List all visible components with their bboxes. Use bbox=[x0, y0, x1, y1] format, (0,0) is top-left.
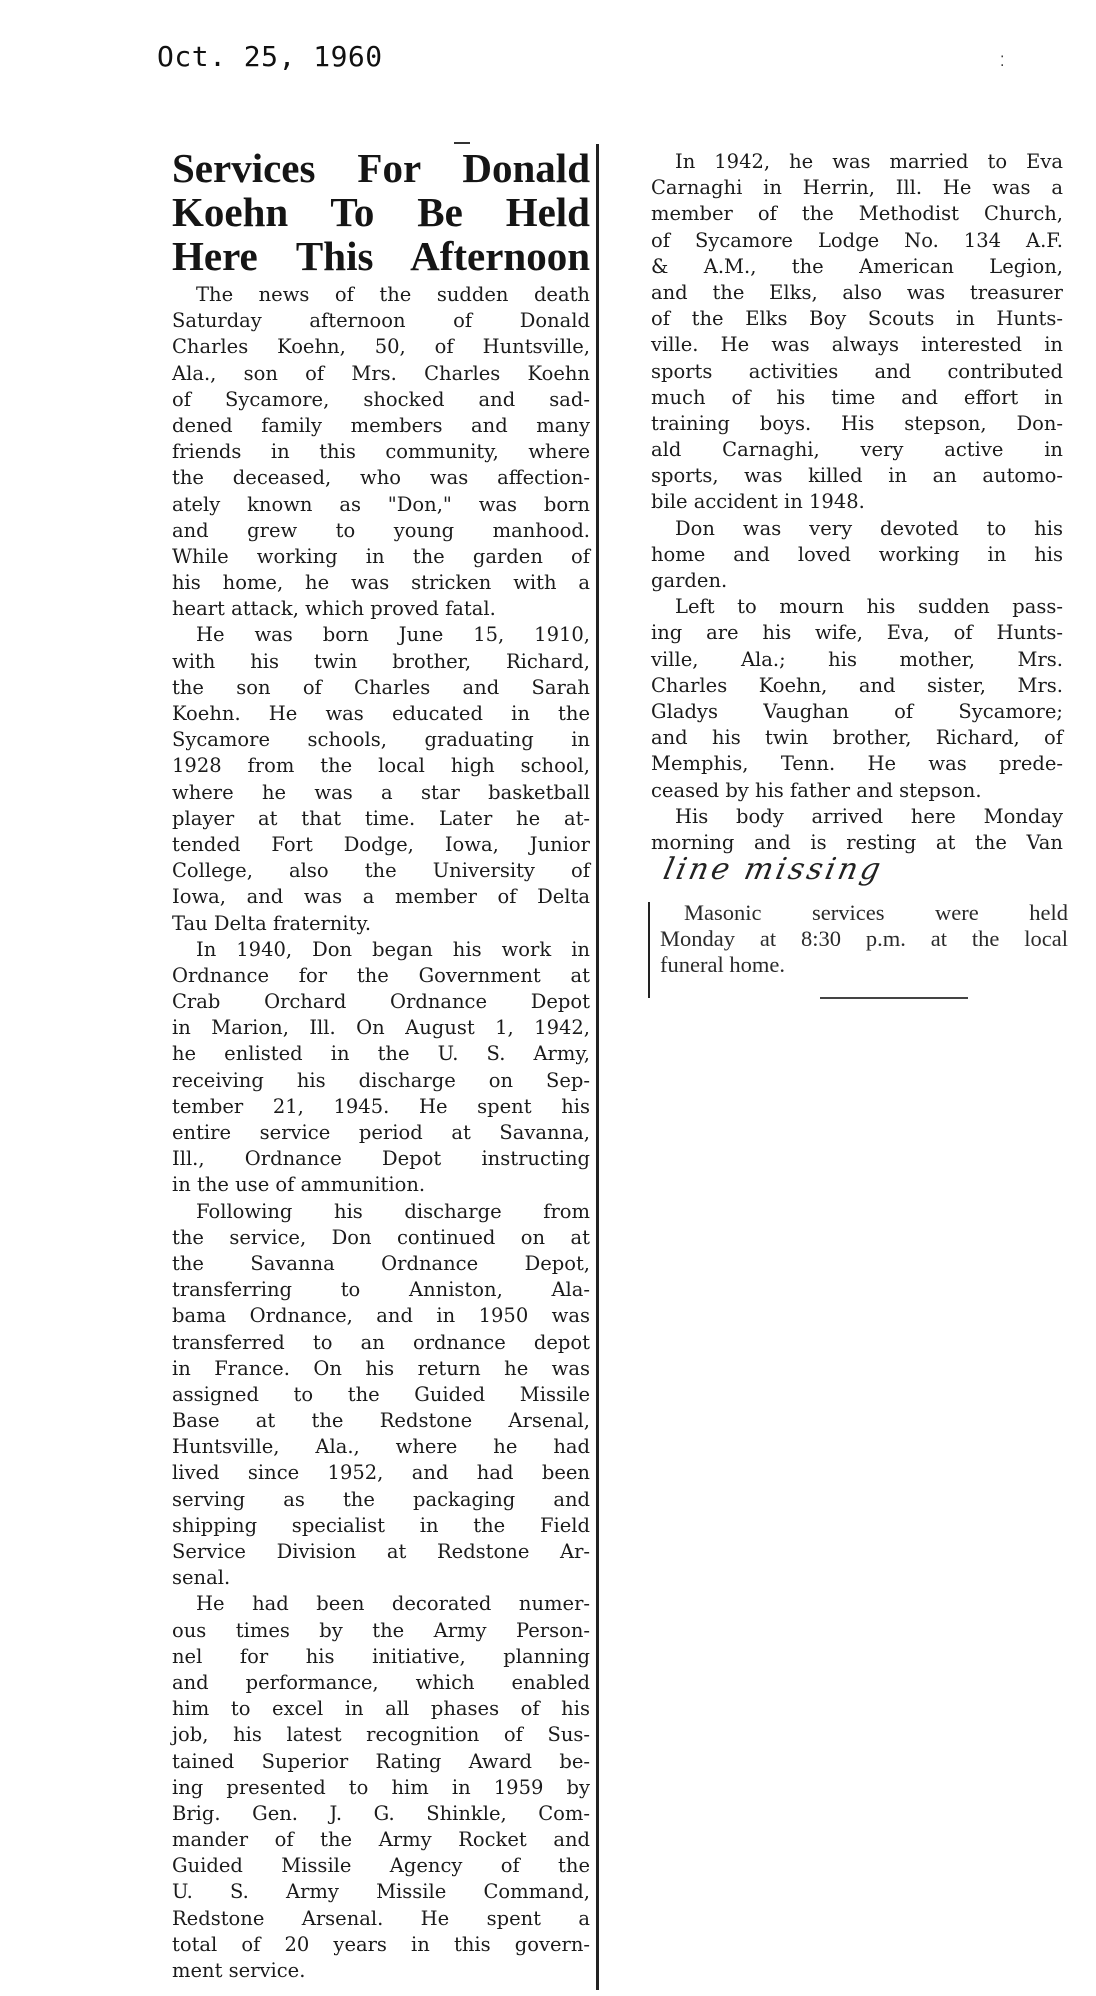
text-line: Service Division at Redstone Ar- bbox=[172, 1540, 590, 1563]
text-line: training boys. His stepson, Don- bbox=[651, 411, 1063, 435]
text-line: member of the Methodist Church, bbox=[651, 202, 1063, 226]
left-column bbox=[172, 282, 590, 1984]
text-line: Ala., son of Mrs. Charles Koehn bbox=[172, 361, 590, 385]
headline-bar bbox=[454, 142, 470, 144]
text-line: tained Superior Rating Award be- bbox=[172, 1749, 590, 1773]
text-line: College, also the University of bbox=[172, 859, 590, 883]
text-line: in Marion, Ill. On August 1, 1942, bbox=[172, 1016, 590, 1040]
text-line: of Sycamore, shocked and sad- bbox=[172, 387, 590, 411]
text-line: Brig. Gen. J. G. Shinkle, Com- bbox=[172, 1801, 590, 1825]
column-rule bbox=[596, 144, 599, 1990]
headline-line: Here This Afternoon bbox=[172, 233, 590, 279]
text-line: transferring to Anniston, Ala- bbox=[172, 1278, 590, 1302]
text-line: Monday at 8:30 p.m. at the local bbox=[660, 926, 1068, 951]
text-line: home and loved working in his bbox=[651, 542, 1063, 566]
text-line: ald Carnaghi, very active in bbox=[651, 438, 1063, 462]
headline-line: Koehn To Be Held bbox=[172, 189, 590, 235]
text-line: & A.M., the American Legion, bbox=[651, 254, 1063, 278]
text-line: tended Fort Dodge, Iowa, Junior bbox=[172, 832, 590, 856]
text-line: 1928 from the local high school, bbox=[172, 754, 590, 778]
headline bbox=[172, 146, 590, 278]
text-line: dened family members and many bbox=[172, 413, 590, 437]
text-line: Ordnance for the Government at bbox=[172, 963, 590, 987]
text-line: and the Elks, also was treasurer bbox=[651, 280, 1063, 304]
text-line: He had been decorated numer- bbox=[196, 1592, 590, 1616]
end-rule bbox=[820, 997, 968, 999]
text-line: Redstone Arsenal. He spent a bbox=[172, 1906, 590, 1930]
text-line: with his twin brother, Richard, bbox=[172, 649, 590, 673]
text-line: and grew to young manhood. bbox=[172, 518, 590, 542]
text-line: Charles Koehn, 50, of Huntsville, bbox=[172, 335, 590, 359]
text-line: ment service. bbox=[172, 1959, 306, 1982]
text-line: ately known as "Don," was born bbox=[172, 492, 590, 516]
text-line: shipping specialist in the Field bbox=[172, 1513, 590, 1537]
text-line: assigned to the Guided Missile bbox=[172, 1382, 590, 1406]
text-line: sports activities and contributed bbox=[651, 359, 1063, 383]
text-line: where he was a star basketball bbox=[172, 780, 590, 804]
text-line: the service, Don continued on at bbox=[172, 1225, 590, 1249]
text-line: Iowa, and was a member of Delta bbox=[172, 885, 590, 909]
text-line: While working in the garden of bbox=[172, 544, 590, 568]
masonic-rule bbox=[648, 902, 650, 998]
text-line: morning and is resting at the Van bbox=[651, 830, 1063, 854]
text-line: player at that time. Later he at- bbox=[172, 806, 590, 830]
text-line: U. S. Army Missile Command, bbox=[172, 1880, 590, 1904]
text-line: heart attack, which proved fatal. bbox=[172, 597, 496, 621]
text-line: ous times by the Army Person- bbox=[172, 1618, 590, 1642]
text-line: ceased by his father and stepson. bbox=[651, 778, 982, 802]
text-line: of the Elks Boy Scouts in Hunts- bbox=[651, 307, 1063, 331]
text-line: senal. bbox=[172, 1566, 231, 1590]
text-line: bama Ordnance, and in 1950 was bbox=[172, 1304, 590, 1328]
text-line: the Savanna Ordnance Depot, bbox=[172, 1251, 590, 1275]
text-line: tember 21, 1945. He spent his bbox=[172, 1094, 590, 1118]
text-line: serving as the packaging and bbox=[172, 1487, 590, 1511]
text-line: his home, he was stricken with a bbox=[172, 571, 590, 595]
text-line: in France. On his return he was bbox=[172, 1356, 590, 1380]
text-line: sports, was killed in an automo- bbox=[651, 464, 1063, 488]
text-line: him to excel in all phases of his bbox=[172, 1697, 590, 1721]
text-line: in the use of ammunition. bbox=[172, 1173, 426, 1197]
text-line: Huntsville, Ala., where he had bbox=[172, 1435, 590, 1459]
text-line: Don was very devoted to his bbox=[675, 516, 1063, 540]
text-line: the son of Charles and Sarah bbox=[172, 675, 590, 699]
text-line: Following his discharge from bbox=[196, 1199, 590, 1223]
text-line: He was born June 15, 1910, bbox=[196, 623, 590, 647]
text-line: garden. bbox=[651, 569, 728, 592]
text-line: friends in this community, where bbox=[172, 440, 590, 464]
text-line: Ill., Ordnance Depot instructing bbox=[172, 1147, 590, 1171]
text-line: Memphis, Tenn. He was prede- bbox=[651, 752, 1063, 776]
text-line: mander of the Army Rocket and bbox=[172, 1828, 590, 1852]
text-line: and performance, which enabled bbox=[172, 1670, 590, 1694]
text-line: Left to mourn his sudden pass- bbox=[675, 595, 1063, 619]
headline-line: Services For Donald bbox=[172, 145, 590, 191]
text-line: Gladys Vaughan of Sycamore; bbox=[651, 699, 1063, 723]
handwritten-note: line missing bbox=[660, 852, 887, 887]
text-line: job, his latest recognition of Sus- bbox=[172, 1723, 590, 1747]
text-line: Carnaghi in Herrin, Ill. He was a bbox=[651, 176, 1063, 200]
text-line: Sycamore schools, graduating in bbox=[172, 728, 590, 752]
masonic-paragraph bbox=[660, 900, 1068, 978]
text-line: lived since 1952, and had been bbox=[172, 1461, 590, 1485]
text-line: The news of the sudden death bbox=[196, 283, 590, 306]
text-line: he enlisted in the U. S. Army, bbox=[172, 1042, 590, 1066]
text-line: receiving his discharge on Sep- bbox=[172, 1068, 590, 1092]
text-line: entire service period at Savanna, bbox=[172, 1121, 590, 1144]
text-line: nel for his initiative, planning bbox=[172, 1644, 590, 1668]
text-line: the deceased, who was affection- bbox=[172, 466, 590, 490]
text-line: and his twin brother, Richard, of bbox=[651, 726, 1063, 750]
text-line: transferred to an ordnance depot bbox=[172, 1330, 590, 1354]
text-line: Base at the Redstone Arsenal, bbox=[172, 1409, 590, 1433]
text-line: much of his time and effort in bbox=[651, 385, 1063, 409]
text-line: Saturday afternoon of Donald bbox=[172, 309, 590, 333]
text-line: ing are his wife, Eva, of Hunts- bbox=[651, 621, 1063, 645]
text-line: ville. He was always interested in bbox=[651, 333, 1063, 357]
text-line: of Sycamore Lodge No. 134 A.F. bbox=[651, 228, 1063, 252]
text-line: In 1942, he was married to Eva bbox=[675, 150, 1063, 173]
text-line: total of 20 years in this govern- bbox=[172, 1932, 590, 1956]
text-line: In 1940, Don began his work in bbox=[196, 937, 590, 961]
text-line: bile accident in 1948. bbox=[651, 490, 865, 514]
right-column bbox=[651, 149, 1063, 856]
text-line: Koehn. He was educated in the bbox=[172, 702, 590, 725]
text-line: ing presented to him in 1959 by bbox=[172, 1775, 590, 1799]
text-line: funeral home. bbox=[660, 952, 785, 977]
text-line: ville, Ala.; his mother, Mrs. bbox=[651, 647, 1063, 671]
text-line: Tau Delta fraternity. bbox=[172, 911, 372, 935]
clipping-date: Oct. 25, 1960 bbox=[157, 40, 383, 73]
stray-mark: ⁚ bbox=[1000, 54, 1005, 70]
text-line: His body arrived here Monday bbox=[675, 804, 1063, 828]
text-line: Crab Orchard Ordnance Depot bbox=[172, 990, 590, 1014]
text-line: Guided Missile Agency of the bbox=[172, 1854, 590, 1878]
text-line: Charles Koehn, and sister, Mrs. bbox=[651, 673, 1063, 697]
text-line: Masonic services were held bbox=[684, 900, 1068, 925]
